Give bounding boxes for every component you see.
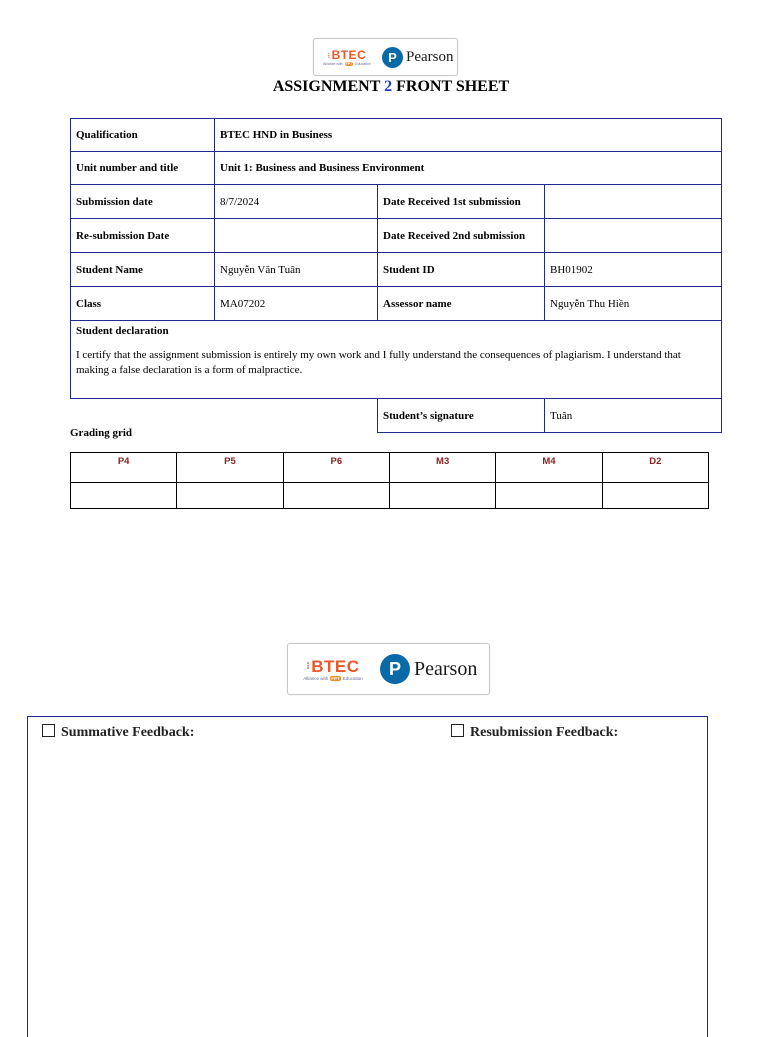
btec-logo: ⁝BTEC Alliance with FPT Education [323, 47, 371, 66]
table-row [71, 453, 709, 483]
class-label: Class [71, 287, 215, 321]
pearson-icon: P [380, 654, 410, 684]
grade-header-d2: D2 [602, 453, 708, 483]
btec-tagline: Alliance with FPT Education [323, 61, 371, 66]
grade-header-p5: P5 [177, 453, 283, 483]
btec-pearson-logo [313, 38, 458, 76]
table-row [71, 119, 722, 152]
table-row [71, 253, 722, 287]
date-received-1-label: Date Received 1st submission [378, 185, 545, 219]
grade-cell-d2[interactable] [602, 483, 708, 509]
table-row [71, 483, 709, 509]
declaration-text: I certify that the assignment submission is entirely my own work and I fully understand the consequences of plagiarism. I understand that making a false declaration is a form of malpractice. [76, 349, 681, 376]
table-row [71, 185, 722, 219]
btec-wordmark: BTEC [311, 656, 360, 676]
assessor-value: Nguyễn Thu Hiền [545, 287, 722, 321]
student-name-label: Student Name [71, 253, 215, 287]
table-row [71, 219, 722, 253]
date-received-1-value [545, 185, 722, 219]
grade-cell-p4[interactable] [71, 483, 177, 509]
feedback-box [27, 716, 708, 1037]
grade-cell-p5[interactable] [177, 483, 283, 509]
signature-label: Student’s signature [378, 399, 545, 433]
unit-label: Unit number and title [71, 152, 215, 185]
pearson-icon: P [382, 47, 403, 68]
front-sheet-table [70, 118, 722, 433]
date-received-2-value [545, 219, 722, 253]
summative-feedback-label: Summative Feedback: [61, 725, 195, 740]
assessor-label: Assessor name [378, 287, 545, 321]
submission-date-label: Submission date [71, 185, 215, 219]
student-id-value: BH01902 [545, 253, 722, 287]
resubmission-date-label: Re-submission Date [71, 219, 215, 253]
grade-header-m3: M3 [389, 453, 495, 483]
student-id-label: Student ID [378, 253, 545, 287]
grade-header-p6: P6 [283, 453, 389, 483]
resubmission-date-value [215, 219, 378, 253]
btec-pearson-logo-second [287, 643, 490, 695]
qualification-label: Qualification [71, 119, 215, 152]
resubmission-feedback-checkbox[interactable] [451, 724, 464, 737]
grade-cell-m4[interactable] [496, 483, 602, 509]
grade-header-p4: P4 [71, 453, 177, 483]
signature-value: Tuân [545, 399, 722, 433]
summative-feedback-checkbox[interactable] [42, 724, 55, 737]
date-received-2-label: Date Received 2nd submission [378, 219, 545, 253]
grade-cell-p6[interactable] [283, 483, 389, 509]
pearson-wordmark: Pearson [406, 48, 454, 65]
resubmission-feedback [451, 724, 618, 741]
table-row [71, 287, 722, 321]
declaration-heading: Student declaration [76, 325, 169, 337]
grade-header-m4: M4 [496, 453, 602, 483]
btec-logo: ⁝BTEC Alliance with FPT Education [303, 656, 363, 681]
qualification-value: BTEC HND in Business [215, 119, 722, 152]
btec-tagline: Alliance with FPT Education [303, 675, 363, 681]
grading-grid [70, 452, 709, 509]
resubmission-feedback-label: Resubmission Feedback: [470, 725, 619, 740]
btec-wordmark: BTEC [331, 47, 367, 62]
grading-grid-label: Grading grid [70, 427, 133, 439]
submission-date-value: 8/7/2024 [215, 185, 378, 219]
table-row [71, 152, 722, 185]
page-title: ASSIGNMENT 2 FRONT SHEET [272, 78, 510, 95]
pearson-logo [382, 47, 454, 68]
class-value: MA07202 [215, 287, 378, 321]
pearson-wordmark: Pearson [414, 657, 478, 680]
unit-value: Unit 1: Business and Business Environment [215, 152, 722, 185]
summative-feedback [42, 724, 194, 741]
table-row [71, 399, 722, 433]
table-row [71, 321, 722, 399]
grade-cell-m3[interactable] [389, 483, 495, 509]
student-name-value: Nguyễn Văn Tuân [215, 253, 378, 287]
pearson-logo [380, 654, 477, 684]
student-declaration [71, 321, 722, 399]
